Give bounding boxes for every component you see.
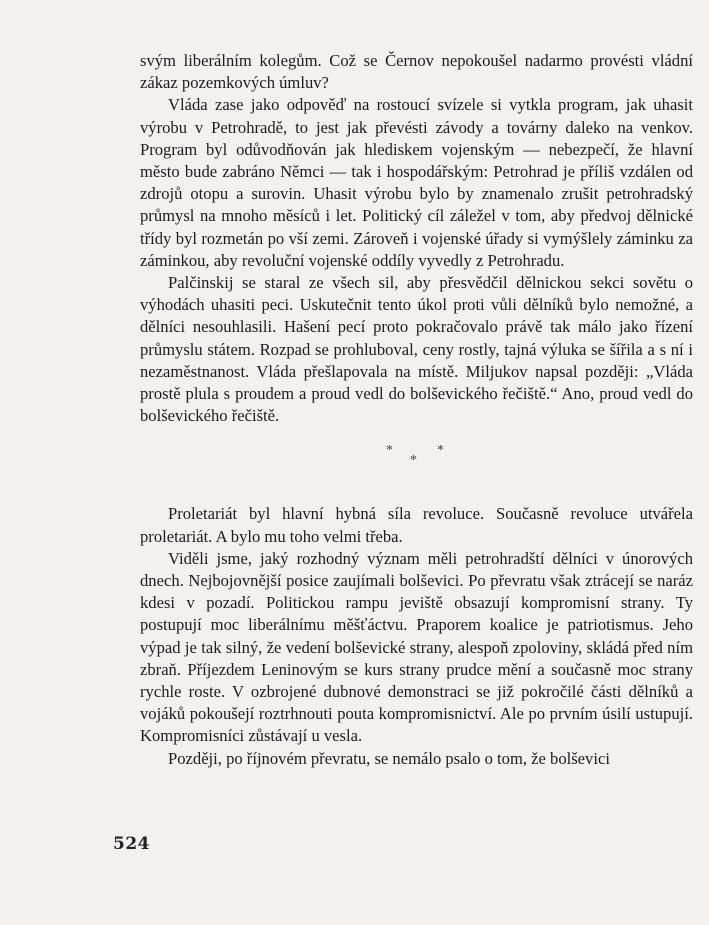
asterisk-mark: * <box>386 443 393 459</box>
bottom-section <box>140 503 693 769</box>
paragraph: Vláda zase jako odpověď na rostoucí svízele si vytkla program, jak uhasit výrobu v Petrohradě, to jest jak převésti závody a továrny daleko na venkov. Program byl odůvodňován jak hlediskem vojenským — nebezpečí, že hlavní město bude zabráno Němci — tak i hospodářským: Petrohrad je příliš vzdálen od zdrojů otopu a surovin. Uhasit výrobu bylo by znamenalo zrušit petrohradský průmysl na mnoho měsíců i let. Politický cíl záležel v tom, aby předvoj dělnické třídy byl rozmetán po vší zemi. Zároveň i vojenské úřady si vymýšlely záminku za záminkou, aby revoluční vojenské oddíly vyvedly z Petrohradu. <box>140 95 693 270</box>
paragraph: Později, po říjnovém převratu, se nemálo psalo o tom, že bolševici <box>168 748 610 768</box>
paragraph: Viděli jsme, jaký rozhodný význam měli petrohradští dělníci v únorových dnech. Nejbojovnější posice zaujímali bolševici. Po převratu však ztrácejí se naráz kdesi v pozadí. Politickou rampu jeviště obsazují kompromisní strany. Ty postupují moc liberálnímu měšťáctvu. Praporem koalice je patriotismus. Jeho výpad je tak silný, že vedení bolševické strany, alespoň zpoloviny, skládá před ním zbraň. Příjezdem Leninovým se kurs strany prudce mění a současně moc strany rychle roste. V ozbrojené dubnové demonstraci se již pokročilé části dělníků a vojáků pokoušejí roztrhnouti pouta kompromisnictví. Ale po prvním úsilí ustupují. Kompromisníci zůstávají u vesla. <box>140 548 693 746</box>
paragraph: Proletariát byl hlavní hybná síla revoluce. Současně revoluce utvářela proletariát. A bylo mu toho velmi třeba. <box>140 504 693 546</box>
asterisk-mark: * <box>410 453 417 469</box>
top-section <box>140 50 693 427</box>
section-separator <box>140 427 693 503</box>
page-number: 524 <box>113 834 150 854</box>
asterisk-mark: * <box>437 443 444 459</box>
paragraph-continuation: svým liberálním kolegům. Což se Černov nepokoušel nadarmo provésti vládní zákaz pozemkových úmluv? <box>140 51 693 93</box>
paragraph: Palčinskij se staral ze všech sil, aby přesvědčil dělnickou sekci sovětu o výhodách uhasiti peci. Uskutečnit tento úkol proti vůli dělníků bylo nemožné, a dělníci nesouhlasili. Hašení pecí proto pokračovalo právě tak málo jako řízení průmyslu státem. Rozpad se prohluboval, ceny rostly, tajná výluka se šířila a s ní i nezaměstnanost. Vláda přešlapovala na místě. Miljukov napsal později: „Vláda prostě plula s proudem a proud vedl do bolševického řečiště.“ Ano, proud vedl do bolševického řečiště. <box>140 273 693 426</box>
